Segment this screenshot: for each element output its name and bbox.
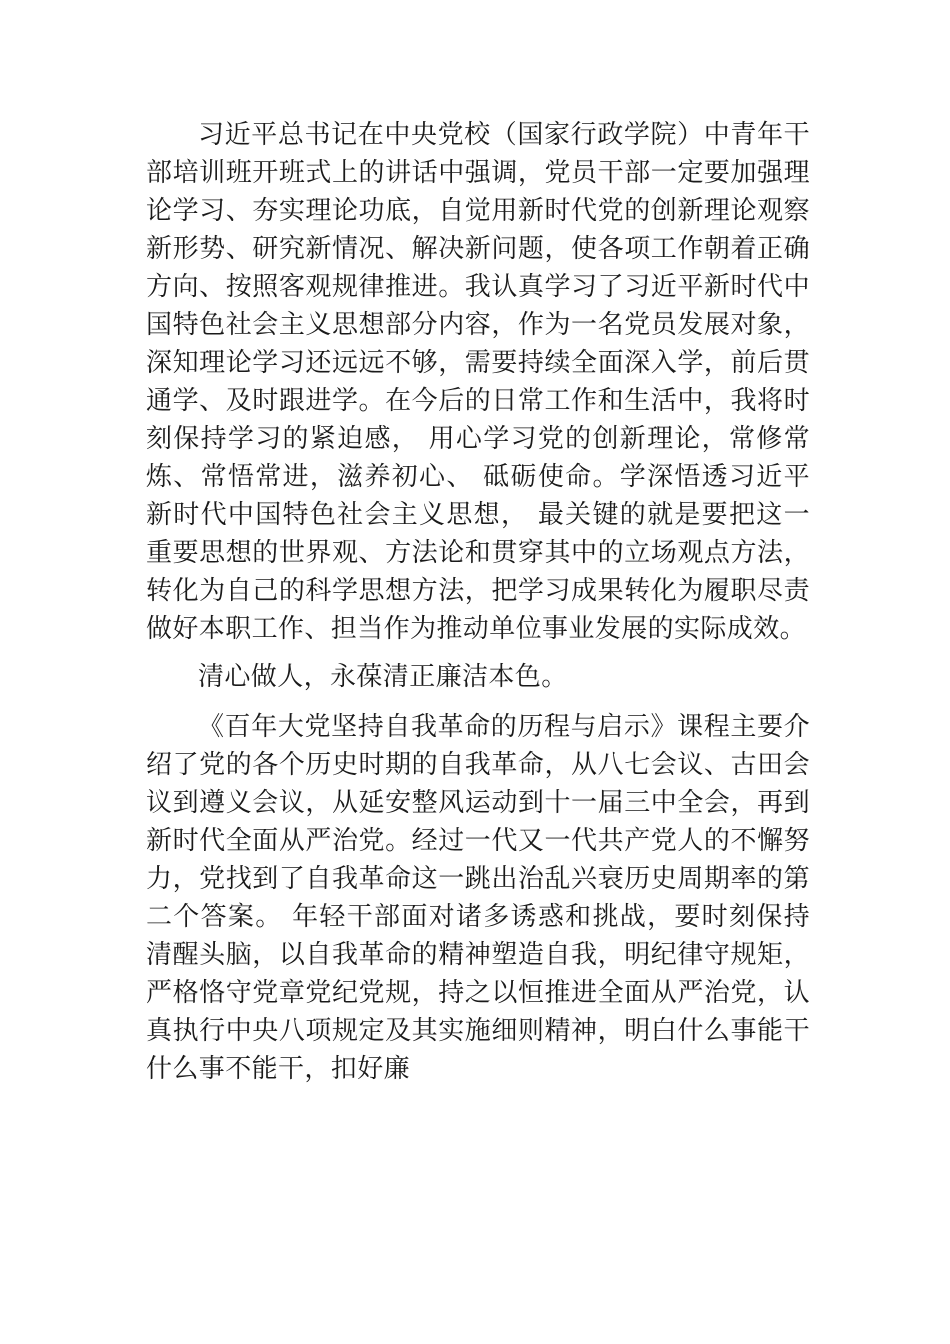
paragraph-heading-integrity: 清心做人，永葆清正廉洁本色。 <box>198 662 568 692</box>
document-body <box>146 116 810 1098</box>
paragraph-self-revolution: 《百年大党坚持自我革命的历程与启示》课程主要介绍了党的各个历史时期的自我革命，从八七会议、古田会议到遵义会议，从延安整风运动到十一届三中全会，再到新时代全面从严治党。经过一代又一代共产党人的不懈努力，党找到了自我革命这一跳出治乱兴衰历史周期率的第二个答案。 年轻干部面对诸多诱惑和挑战，要时刻保持清醒头脑，以自我革命的精神塑造自我，明纪律守规矩，严格恪守党章党纪党规，持之以恒推进全面从严治党，认真执行中央八项规定及其实施细则精神，明白什么事能干什么事不能干，扣好廉 <box>146 712 810 1084</box>
paragraph-theory-study: 习近平总书记在中央党校（国家行政学院）中青年干部培训班开班式上的讲话中强调，党员干部一定要加强理论学习、夯实理论功底，自觉用新时代党的创新理论观察新形势、研究新情况、解决新问题，使各项工作朝着正确方向、按照客观规律推进。我认真学习了习近平新时代中国特色社会主义思想部分内容，作为一名党员发展对象，深知理论学习还远远不够，需要持续全面深入学，前后贯通学、及时跟进学。在今后的日常工作和生活中，我将时刻保持学习的紧迫感， 用心学习党的创新理论，常修常炼、常悟常进，滋养初心、 砥砺使命。学深悟透习近平新时代中国特色社会主义思想， 最关键的就是要把这一重要思想的世界观、方法论和贯穿其中的立场观点方法，转化为自己的科学思想方法，把学习成果转化为履职尽责做好本职工作、担当作为推动单位事业发展的实际成效。 <box>146 120 810 644</box>
